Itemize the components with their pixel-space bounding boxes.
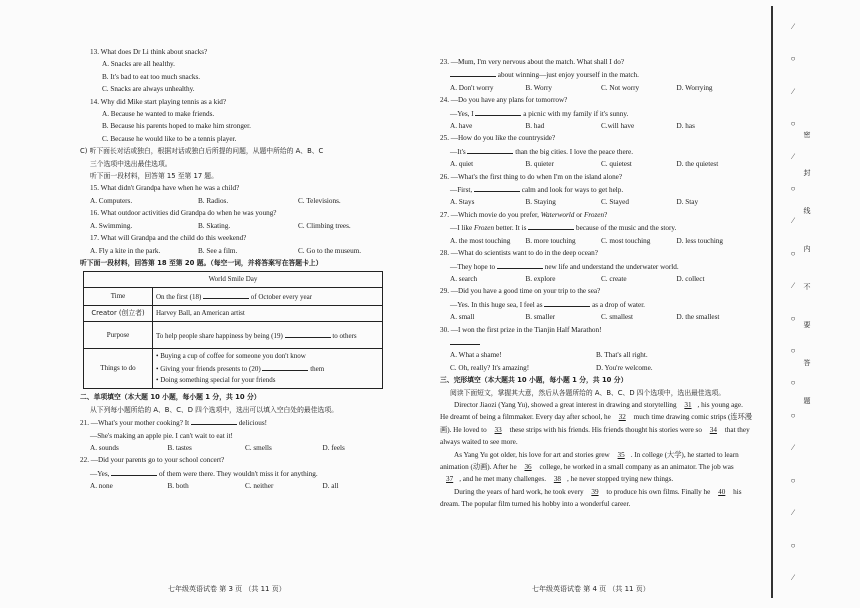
question-14: 14. Why did Mike start playing tennis as a kid? A. Because he wanted to make friends. B. Because his parents hoped to make him stronger. C. Because he would like to be a tennis player. [90,97,251,143]
section-3-title: 三、完形填空（本大题共 10 小题，每小题 1 分，共 10 分） [440,376,628,385]
question-15: 15. What didn't Grandpa have when he was a child? A. Computers. B. Radios. C. Televisions. [90,184,341,205]
question-30: 30. —I won the first prize in the Tianjin Half Marathon! A. What a shame! B. That's all right. C. Oh, really? It's amazing! D. You're welcome. [440,325,653,372]
question-17: 17. What will Grandpa and the child do this weekend? A. Fly a kite in the park. B. See a film. C. Go to the museum. [90,234,362,255]
question-26: 26. —What's the first thing to do when I'm on the island alone? —First, calm and look for ways to get help. A. Stays B. Staying C. Stayed D. Stay [440,172,699,207]
question-27: 27. —Which movie do you prefer, Waterworld or Frozen? —I like Frozen better. It is because of the music and the story. A. the most touching B. more touching C. most touching D. less touching [440,210,724,245]
world-smile-day-table: World Smile Day Time On the first (18) of October every year Creator (创立者) Harvey Ball, an American artist Purpose To help people share happiness by being (19) to others Things to do • Buying a cup of coffee for someone you don't know • Giving your friends presents to (20) them • Doing something special for your friends [83,271,383,389]
blank-20 [262,362,308,371]
binding-line [771,6,773,598]
table-title: World Smile Day [84,272,383,288]
table-intro: 听下面一段材料，回答第 18 至第 20 题。（每空一词，并将答案写在答题卡上） [80,258,323,267]
page-4-footer: 七年级英语试卷 第 4 页 （共 11 页） [532,585,650,593]
question-16: 16. What outdoor activities did Grandpa do when he was young? A. Swimming. B. Skating. C. Climbing trees. [90,209,351,230]
question-13: 13. What does Dr Li think about snacks? A. Snacks are all healthy. B. It's bad to eat too much snacks. C. Snacks are always unhealthy. [90,48,208,94]
section-2-instructions: 从下列每小题所给的 A、B、C、D 四个选项中，选出可以填入空白处的最佳选项。 [90,405,338,414]
question-22: 22. —Did your parents go to your school concert? —Yes, of them were there. They wouldn't miss it for anything. A. none B. both C. neither D. all [80,456,339,491]
question-28: 28. —What do scientists want to do in the deep ocean? —They hope to new life and understand the underwater world. A. search B. explore C. create D. collect [440,249,705,283]
blank-18 [203,290,249,299]
page-3-footer: 七年级英语试卷 第 3 页 （共 11 页） [168,585,286,593]
question-25: 25. —How do you like the countryside? —It's than the big cities. I love the peace there. A. quiet B. quieter C. quietest D. the quietest [440,134,719,169]
seal-line-warning: 密 封 线 内 不 要 答 题 [803,131,811,405]
page-3 [80,46,400,493]
question-24: 24. —Do you have any plans for tomorrow? —Yes, I a picnic with my family if it's sunny. A. have B. had C.will have D. has [440,96,695,131]
cloze-paragraph-2: As Yang Yu got older, his love for art and stories grew 35 . In college (大学), he started to learn animation (动画). After he 36 college, he worked in a small company as an animator. The job was 37 , and he met many challenges. 38 , he never stopped trying new things. [440,450,739,484]
question-29: 29. —Did you have a good time on your trip to the sea? —Yes. In this huge sea, I feel as as a drop of water. A. small B. smaller C. smallest D. the smallest [440,287,720,322]
cloze-paragraph-3: During the years of hard work, he took every 39 to produce his own films. Finally he 40 his dream. The popular film turned his hobby into a wonderful career. [440,487,742,509]
question-23: 23. —Mum, I'm very nervous about the match. What shall I do? about winning—just enjoy yourself in the match. A. Don't worry B. Worry C. Not worry D. Worrying [440,58,713,92]
section-c-instructions: C) 听下面长对话或独白，根据对话或独白后所提的问题，从题中所给的 A、B、C 三个选项中选出最佳选项。 听下面一段材料，回答第 15 至第 17 题。 [80,147,324,181]
seal-line-marks: ⁄ ○ ⁄ ○ ⁄ ○ ⁄ ○ ⁄ ○ ○ ○ ○ ⁄ ○ ⁄ ○ ⁄ [790,22,796,582]
page-4 [440,56,752,511]
blank-19 [285,329,331,338]
question-21: 21. —What's your mother cooking? It delicious! —She's making an apple pie. I can't wait to eat it! A. sounds B. tastes C. smells D. feels [80,416,400,454]
section-2-title: 二、单项填空（本大题 10 小题，每小题 1 分，共 10 分） [80,393,261,402]
section-3-instructions: 阅读下面短文，掌握其大意，然后从各题所给的 A、B、C、D 四个选项中，选出最佳选项。 [450,388,726,397]
cloze-paragraph-1: Director Jiaozi (Yang Yu), showed a great interest in drawing and storytelling 31 , his young age. He dreamt of being a filmmaker. Every day after school, he 32 much time drawing comic strips (连环漫画). He loved to 33 these strips with his friends. His friends thought his stories were so 34 that they always waited to see more. [440,400,752,447]
